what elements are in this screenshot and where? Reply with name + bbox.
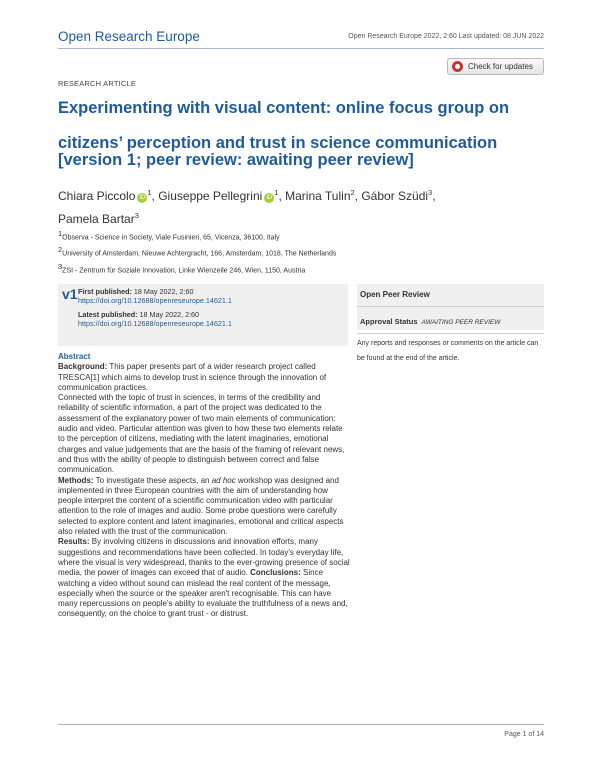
check-for-updates-label: Check for updates xyxy=(468,62,533,71)
author-affiliation-marker: 3 xyxy=(134,211,139,220)
version-label: v1 xyxy=(62,286,78,302)
approval-status-label: Approval Status xyxy=(360,317,418,326)
affiliation-text: University of Amsterdam, Nieuwe Achtergracht, 166, Amsterdam, 1018, The Netherlands xyxy=(62,250,337,258)
review-divider xyxy=(357,306,544,307)
first-published-label: First published: xyxy=(78,287,132,296)
author-name[interactable]: Gábor Szüdi xyxy=(361,189,429,203)
page-number: Page 1 of 14 xyxy=(504,731,544,738)
version-status: [version 1; peer review: awaiting peer review] xyxy=(58,151,414,169)
abstract-methods xyxy=(58,476,350,538)
latest-published-doi-link[interactable]: https://doi.org/10.12688/openreseurope.14621.1 xyxy=(78,319,232,328)
background-label: Background: xyxy=(58,362,108,372)
affiliation-text: ZSI - Zentrum für Soziale Innovation, Linke Wienzeile 246, Wien, 1150, Austria xyxy=(62,266,306,274)
latest-published xyxy=(78,310,232,328)
abstract-background-continued: Connected with the topic of trust in sciences, in terms of the credibility and reliability of scientific information, a part of the project was dedicated to the assessment of the explanatory power of two main elements of communication: audio and video. Particular attention was given to how these two elements relate to the perception of citizens, mediating with the latent imaginaries, emotional charges and value judgements that are the basis of the framing of relevant news, and thus with the ability of people to distinguish between correct and false communication. xyxy=(58,393,345,475)
conclusions-text: Since watching a video without sound can mislead the real content of the message, especially when the source or the speaker aren't recognisable. This can have many repercussions on people's ability to evaluate the truthfulness of a news and, consequently, on the choice to grant trust - or distrust. xyxy=(58,568,348,619)
first-published-doi-link[interactable]: https://doi.org/10.12688/openreseurope.14621.1 xyxy=(78,296,232,305)
background-text: This paper presents part of a wider research project called TRESCA[1] which aims to develop trust in science through the innovation of communication practices. xyxy=(58,362,327,392)
affiliation-item xyxy=(58,244,336,260)
first-published xyxy=(78,287,232,305)
affiliation-text: Observa - Science in Society, Viale Fusinieri, 65, Vicenza, 36100, Italy xyxy=(62,234,280,242)
author-list: Chiara Piccolo $iD^1$, Giuseppe Pellegrini $iD^1$, Marina Tulin$^2$, Gábor Szüdi$^3$, Pamela Bartar$^3$ xyxy=(58,188,436,226)
results-label: Results: xyxy=(58,537,90,547)
affiliation-marker: 1 xyxy=(58,229,63,238)
citation-meta: Open Research Europe 2022, 2:60 Last updated: 08 JUN 2022 xyxy=(348,33,544,40)
author-affiliation-marker: 1 xyxy=(274,188,279,197)
open-peer-review-box xyxy=(357,284,544,330)
author-name[interactable]: Chiara Piccolo xyxy=(58,189,136,203)
methods-italic: ad hoc xyxy=(211,475,236,485)
abstract-results xyxy=(58,537,350,619)
author-affiliation-marker: 1 xyxy=(147,188,152,197)
author-name[interactable]: Marina Tulin xyxy=(285,189,351,203)
affiliations xyxy=(58,228,336,277)
latest-published-label: Latest published: xyxy=(78,310,138,319)
article-title: Experimenting with visual content: online focus group on citizens’ perception and trust in science communication xyxy=(58,99,510,152)
abstract-background xyxy=(58,362,350,393)
orcid-icon[interactable]: iD xyxy=(264,193,274,203)
approval-status-value: AWAITING PEER REVIEW xyxy=(421,319,501,326)
methods-label: Methods: xyxy=(58,475,94,485)
first-published-date: 18 May 2022, 2:60 xyxy=(133,287,194,296)
affiliation-item xyxy=(58,261,336,277)
open-peer-review-title: Open Peer Review xyxy=(360,290,430,299)
affiliation-item xyxy=(58,228,336,244)
results-text: By involving citizens in discussions and innovation efforts, many suggestions and recommendations have been collected. In today's everyday life, where the visual is very widespread, thanks to the ever-growing presence of social media, the power of images can exceed that of audio. xyxy=(58,537,350,578)
methods-text: workshop was designed and implemented in three European countries with the aim of understanding how people interpret the content of a scientific communication video with particular attention to the role of images and audio. Some probe questions were carefully selected to explore content and latent imaginaries, emotional and critical aspects also related with the trust of the communication. xyxy=(58,475,344,537)
article-type: RESEARCH ARTICLE xyxy=(58,79,137,88)
check-for-updates-button[interactable] xyxy=(447,58,544,75)
author-affiliation-marker: 3 xyxy=(428,188,433,197)
approval-status xyxy=(360,317,500,326)
author-name[interactable]: Giuseppe Pellegrini xyxy=(158,189,263,203)
affiliation-marker: 3 xyxy=(58,261,63,271)
conclusions-label: Conclusions: xyxy=(250,568,301,578)
latest-published-date: 18 May 2022, 2:60 xyxy=(139,310,200,319)
abstract xyxy=(58,352,350,620)
crossmark-icon xyxy=(452,61,463,72)
affiliation-marker: 2 xyxy=(58,245,63,255)
footer-divider xyxy=(58,724,544,725)
methods-text: To investigate these aspects, an xyxy=(93,475,212,485)
author-affiliation-marker: 2 xyxy=(350,188,355,197)
abstract-heading: Abstract xyxy=(58,352,91,361)
journal-brand[interactable]: Open Research Europe xyxy=(58,29,200,44)
orcid-icon[interactable]: iD xyxy=(137,193,147,203)
header-divider xyxy=(58,48,544,49)
peer-review-note: Any reports and responses or comments on the article can be found at the end of the article. xyxy=(357,333,544,366)
version-history-box xyxy=(58,284,348,346)
author-name[interactable]: Pamela Bartar xyxy=(58,212,135,226)
